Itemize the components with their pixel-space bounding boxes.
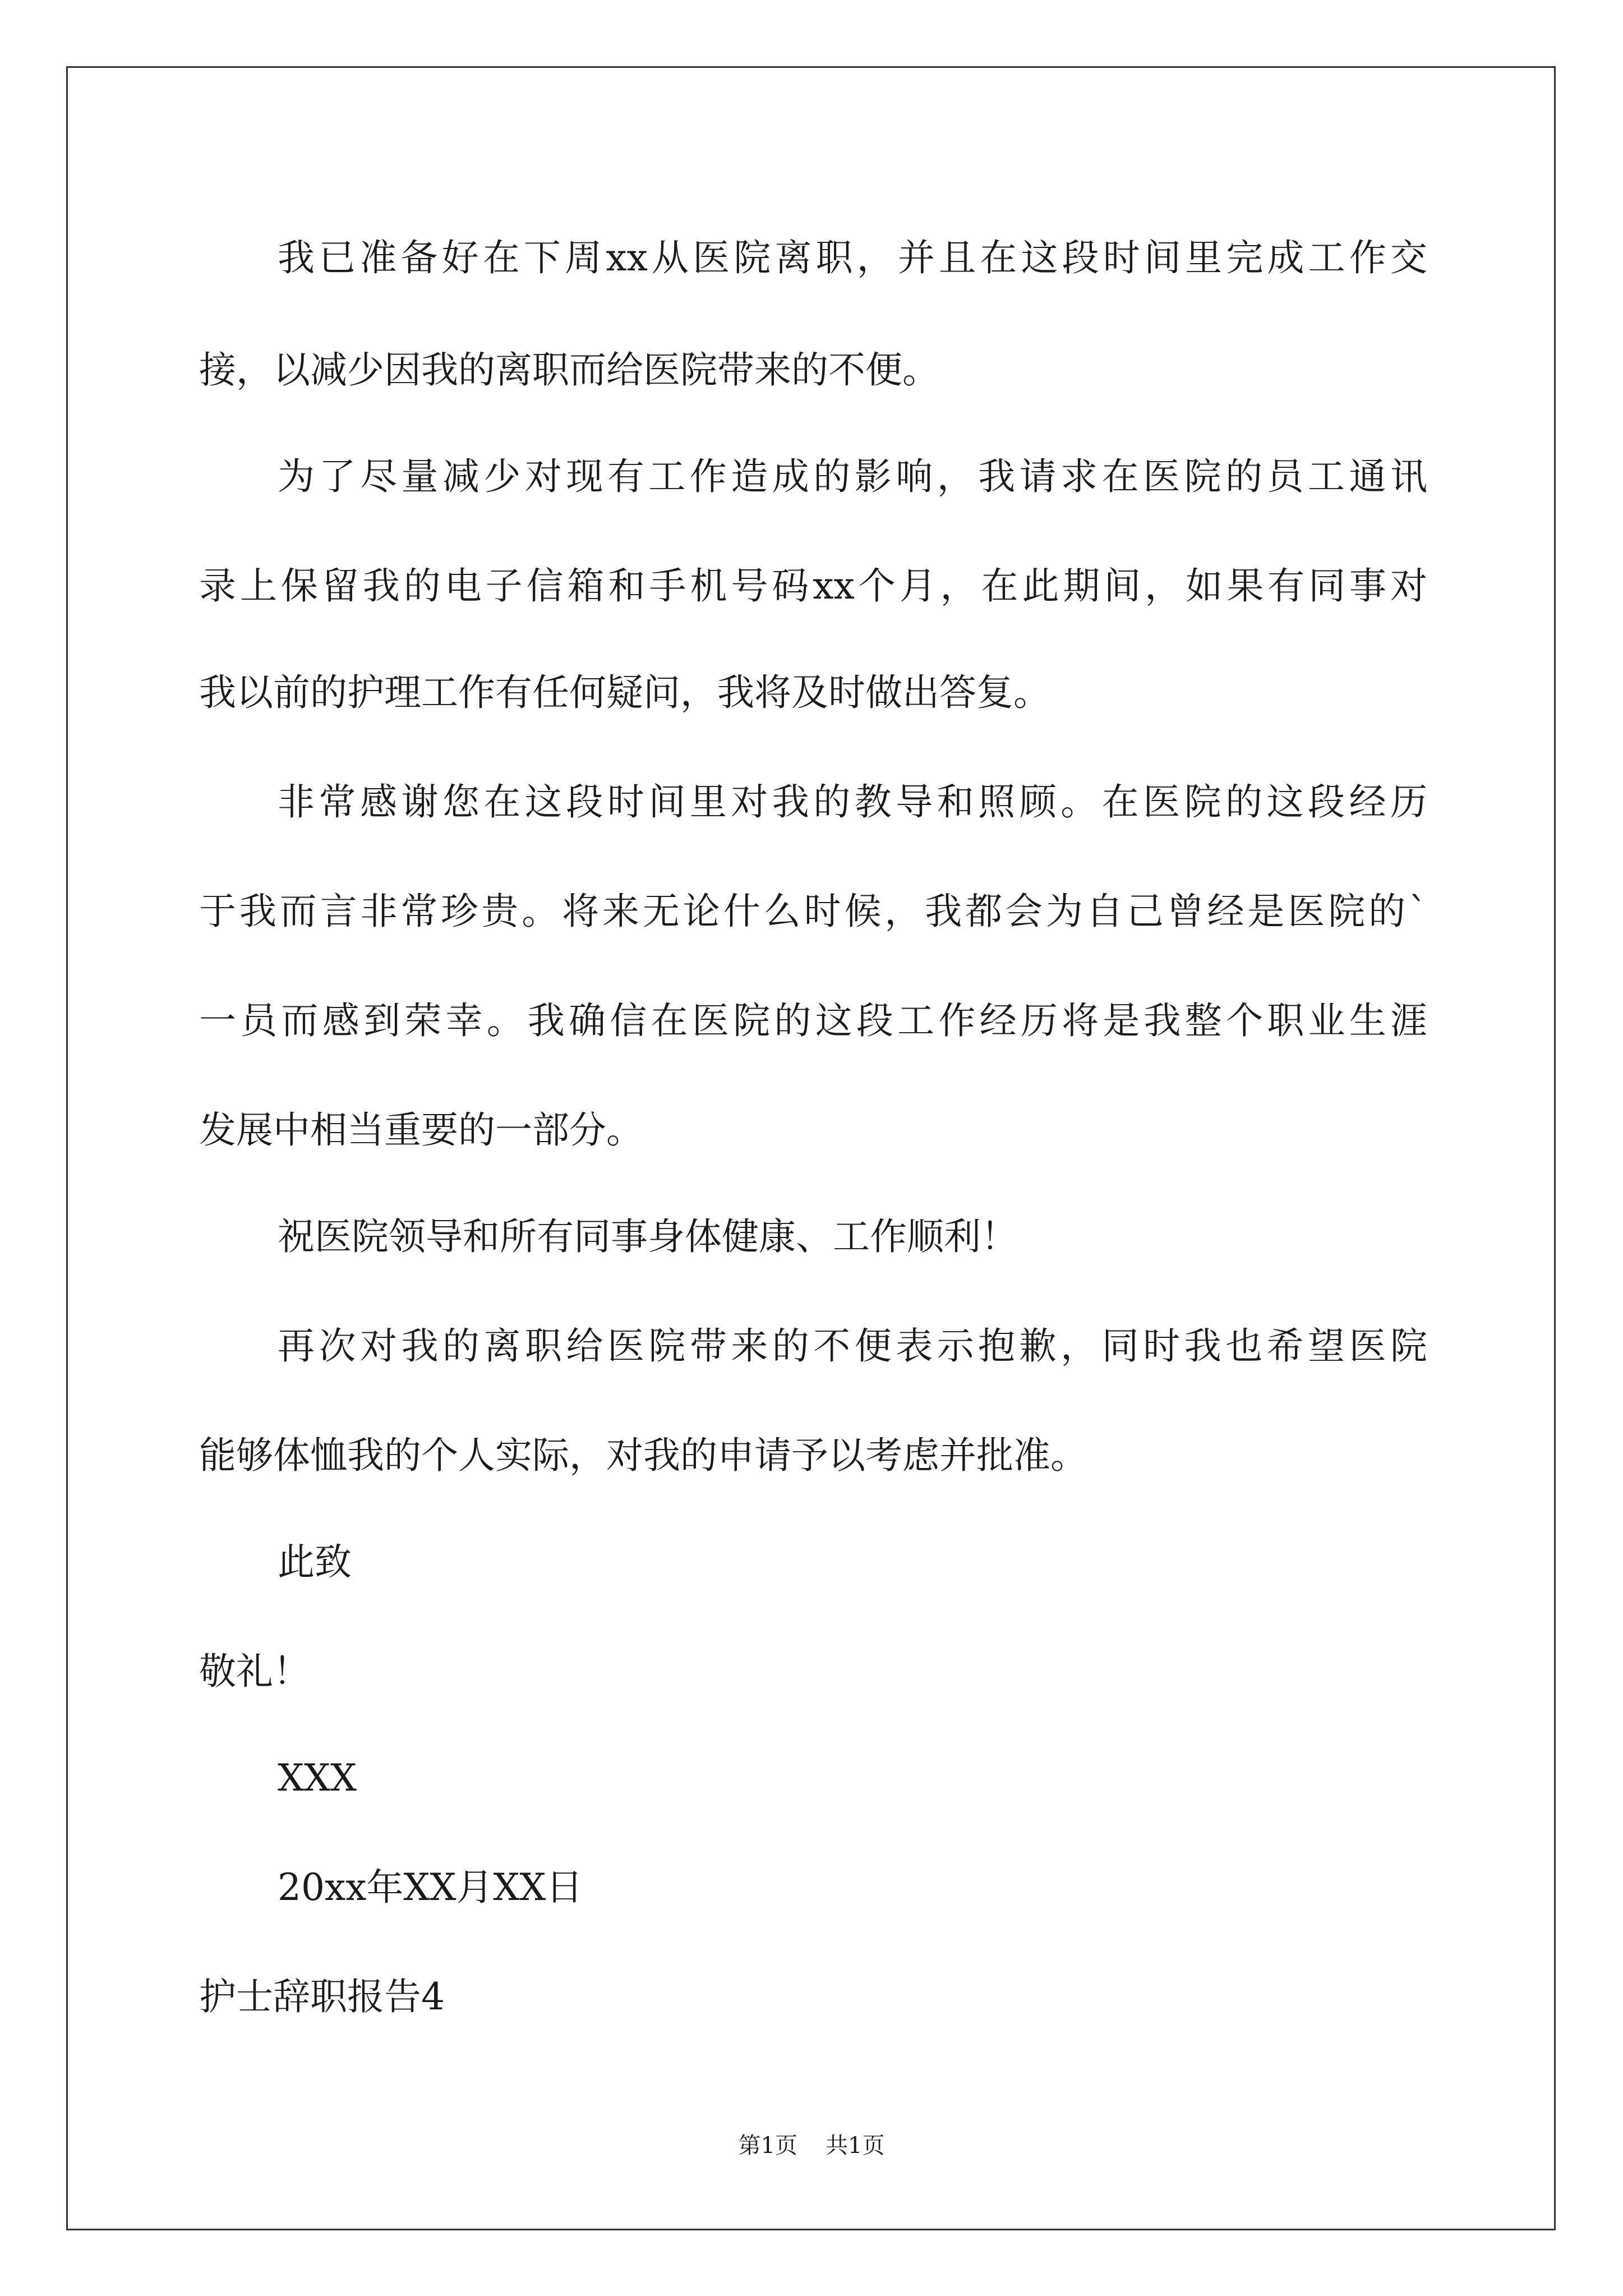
text-line: 为了尽量减少对现有工作造成的影响，我请求在医院的员工通讯	[278, 455, 1427, 498]
text-line: 于我而言非常珍贵。将来无论什么时候，我都会为自己曾经是医院的`	[199, 890, 1427, 933]
text-line: 一员而感到荣幸。我确信在医院的这段工作经历将是我整个职业生涯	[199, 999, 1427, 1042]
text-line: 录上保留我的电子信箱和手机号码xx个月，在此期间，如果有同事对	[199, 564, 1427, 608]
text-line: 非常感谢您在这段时间里对我的教导和照顾。在医院的这段经历	[278, 780, 1427, 823]
text-line: 接，以减少因我的离职而给医院带来的不便。	[199, 348, 939, 392]
text-line: 我已准备好在下周xx从医院离职，并且在这段时间里完成工作交	[278, 236, 1427, 279]
page-number: 第1页	[738, 2133, 797, 2159]
page-total: 共1页	[826, 2133, 885, 2159]
signature-name: XXX	[278, 1756, 357, 1800]
signature-date: 20xx年XX月XX日	[278, 1866, 583, 1909]
text-line: 再次对我的离职给医院带来的不便表示抱歉，同时我也希望医院	[278, 1324, 1427, 1368]
page-footer	[0, 2132, 1623, 2160]
text-line: 我以前的护理工作有任何疑问，我将及时做出答复。	[199, 671, 1050, 714]
closing-salutation: 此致	[278, 1540, 352, 1584]
text-line: 发展中相当重要的一部分。	[199, 1108, 643, 1152]
closing-regards: 敬礼！	[199, 1650, 310, 1693]
text-line: 祝医院领导和所有同事身体健康、工作顺利！	[278, 1215, 1018, 1258]
text-line: 能够体恤我的个人实际，对我的申请予以考虑并批准。	[199, 1434, 1087, 1477]
next-section-title: 护士辞职报告4	[199, 1975, 445, 2018]
